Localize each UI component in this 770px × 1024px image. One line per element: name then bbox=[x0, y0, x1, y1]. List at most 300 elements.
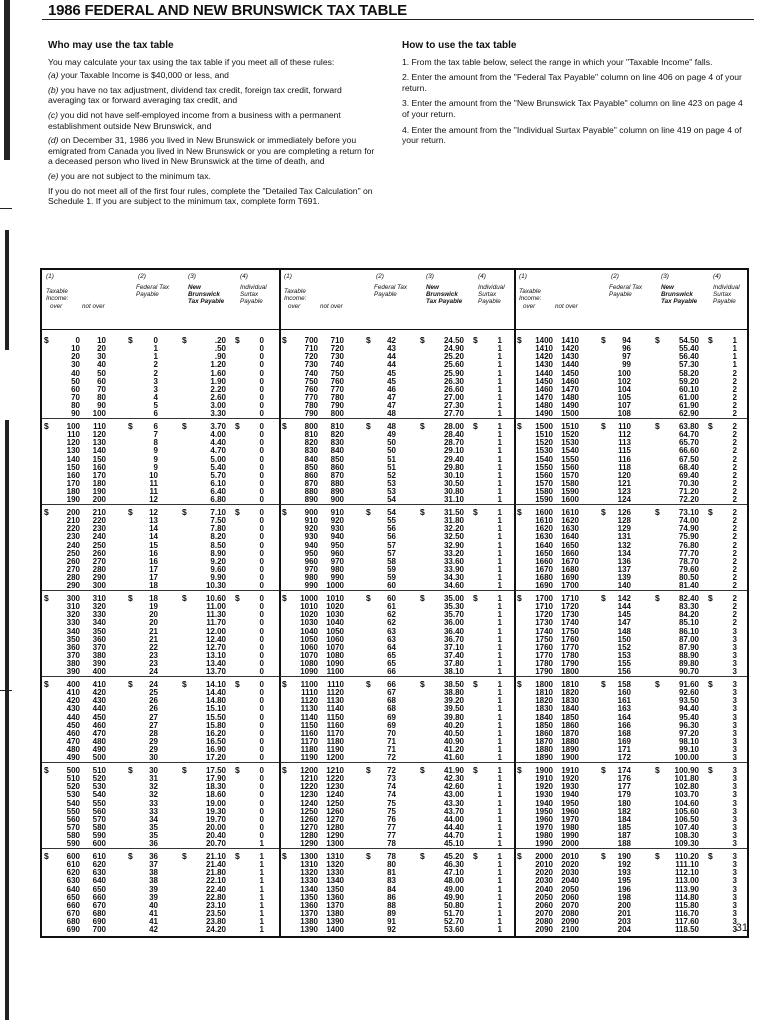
federal-tax: 8 bbox=[153, 438, 158, 448]
group-separator bbox=[42, 590, 280, 591]
federal-tax: 58 bbox=[387, 556, 396, 566]
surtax: 2 bbox=[732, 438, 737, 448]
federal-tax: 71 bbox=[387, 737, 396, 747]
table-header bbox=[515, 270, 747, 330]
surtax: 3 bbox=[732, 839, 737, 849]
range-over: 210 bbox=[66, 516, 80, 526]
nb-tax: 102.80 bbox=[674, 782, 699, 792]
range-not-over: 400 bbox=[92, 667, 106, 677]
nb-tax: 25.20 bbox=[443, 352, 464, 362]
table-group bbox=[42, 851, 280, 935]
range-over: 980 bbox=[304, 573, 318, 583]
range-over: 190 bbox=[66, 495, 80, 505]
range-over: 1420 bbox=[535, 352, 553, 362]
surtax: 1 bbox=[497, 573, 502, 583]
range-over: 260 bbox=[66, 556, 80, 566]
range-over: 310 bbox=[66, 602, 80, 612]
federal-tax: 128 bbox=[617, 516, 631, 526]
federal-tax: 36 bbox=[149, 839, 158, 849]
nb-tax: 38.80 bbox=[443, 688, 464, 698]
federal-tax: 137 bbox=[617, 565, 631, 575]
surtax: 0 bbox=[259, 540, 264, 550]
range-over: 1950 bbox=[535, 806, 553, 816]
range-not-over: 720 bbox=[330, 344, 344, 354]
federal-tax: 66 bbox=[387, 667, 396, 677]
margin-mark bbox=[0, 690, 12, 691]
surtax: 1 bbox=[497, 401, 502, 411]
nb-tax: 27.30 bbox=[443, 401, 464, 411]
federal-tax: 50 bbox=[387, 438, 396, 448]
federal-tax: 53 bbox=[387, 479, 396, 489]
range-not-over: 1710 bbox=[561, 594, 579, 603]
surtax: 1 bbox=[497, 556, 502, 566]
dollar-sign: $ bbox=[235, 507, 240, 517]
range-over: 1990 bbox=[535, 839, 553, 849]
surtax: 3 bbox=[732, 696, 737, 706]
surtax: 0 bbox=[259, 524, 264, 534]
nb-tax: 23.80 bbox=[205, 917, 226, 927]
federal-tax: 9 bbox=[153, 454, 158, 464]
federal-tax: 32 bbox=[149, 790, 158, 800]
range-over: 1220 bbox=[300, 782, 318, 792]
nb-tax: 7.10 bbox=[210, 508, 226, 517]
nb-tax: 28.40 bbox=[443, 430, 464, 440]
nb-tax: 79.60 bbox=[678, 565, 699, 575]
dollar-sign: $ bbox=[44, 851, 49, 861]
nb-tax: 87.90 bbox=[678, 642, 699, 652]
range-not-over: 1370 bbox=[326, 900, 344, 910]
surtax: 0 bbox=[259, 642, 264, 652]
range-not-over: 1380 bbox=[326, 909, 344, 919]
surtax: 1 bbox=[497, 651, 502, 661]
range-not-over: 600 bbox=[92, 839, 106, 849]
range-not-over: 530 bbox=[92, 782, 106, 792]
range-not-over: 1300 bbox=[326, 839, 344, 849]
nb-tax: 51.70 bbox=[443, 909, 464, 919]
dollar-sign: $ bbox=[182, 765, 187, 775]
range-not-over: 1980 bbox=[561, 823, 579, 833]
surtax: 3 bbox=[732, 704, 737, 714]
surtax: 1 bbox=[497, 728, 502, 738]
range-not-over: 660 bbox=[92, 892, 106, 902]
surtax: 0 bbox=[259, 581, 264, 591]
how-step: 1. From the tax table below, select the range in which your "Taxable Income" falls. bbox=[402, 56, 713, 67]
nb-tax: 31.50 bbox=[443, 508, 464, 517]
surtax: 0 bbox=[259, 548, 264, 558]
range-not-over: 120 bbox=[92, 430, 106, 440]
range-not-over: 180 bbox=[92, 479, 106, 489]
federal-tax: 190 bbox=[617, 852, 631, 861]
nb-tax: 28.00 bbox=[443, 422, 464, 431]
range-not-over: 1530 bbox=[561, 438, 579, 448]
range-not-over: 740 bbox=[330, 360, 344, 370]
range-not-over: 1270 bbox=[326, 814, 344, 824]
surtax: 1 bbox=[497, 344, 502, 354]
federal-tax: 24 bbox=[149, 680, 158, 689]
nb-tax: 19.00 bbox=[205, 798, 226, 808]
federal-tax: 52 bbox=[387, 470, 396, 480]
range-over: 1520 bbox=[535, 438, 553, 448]
range-over: 40 bbox=[71, 368, 80, 378]
dollar-sign: $ bbox=[473, 335, 478, 345]
surtax: 3 bbox=[732, 868, 737, 878]
nb-tax: 100.90 bbox=[674, 766, 699, 775]
group-separator bbox=[515, 418, 747, 419]
range-not-over: 1280 bbox=[326, 823, 344, 833]
how-heading: How to use the tax table bbox=[402, 40, 517, 51]
range-over: 1190 bbox=[300, 753, 318, 763]
federal-tax: 19 bbox=[149, 602, 158, 612]
dollar-sign: $ bbox=[473, 851, 478, 861]
range-over: 290 bbox=[66, 581, 80, 591]
range-over: 1340 bbox=[300, 884, 318, 894]
range-not-over: 1160 bbox=[326, 720, 344, 730]
range-not-over: 1080 bbox=[326, 651, 344, 661]
range-not-over: 380 bbox=[92, 651, 106, 661]
surtax: 0 bbox=[259, 487, 264, 497]
surtax: 0 bbox=[259, 495, 264, 505]
dollar-sign: $ bbox=[235, 335, 240, 345]
rule-item bbox=[48, 85, 378, 106]
surtax: 0 bbox=[259, 565, 264, 575]
range-not-over: 20 bbox=[97, 344, 106, 354]
range-over: 410 bbox=[66, 688, 80, 698]
surtax: 3 bbox=[732, 659, 737, 669]
range-over: 150 bbox=[66, 462, 80, 472]
nb-tax: 46.30 bbox=[443, 860, 464, 870]
nb-tax-label: New Brunswick Tax Payable bbox=[426, 284, 463, 305]
federal-tax: 112 bbox=[618, 430, 631, 440]
rule-item bbox=[48, 70, 378, 81]
federal-tax: 38 bbox=[149, 876, 158, 886]
nb-tax: 50.80 bbox=[443, 900, 464, 910]
federal-tax: 148 bbox=[617, 626, 631, 636]
range-not-over: 360 bbox=[92, 634, 106, 644]
federal-tax: 68 bbox=[387, 696, 396, 706]
federal-tax: 102 bbox=[617, 376, 631, 386]
nb-tax: 41.90 bbox=[443, 766, 464, 775]
range-not-over: 1340 bbox=[326, 876, 344, 886]
federal-tax: 176 bbox=[617, 774, 631, 784]
col2-number: (2) bbox=[376, 273, 384, 280]
range-not-over: 2060 bbox=[561, 892, 579, 902]
dollar-sign: $ bbox=[601, 421, 606, 431]
surtax: 1 bbox=[497, 766, 502, 775]
nb-tax: 61.00 bbox=[678, 393, 699, 403]
range-not-over: 1000 bbox=[326, 581, 344, 591]
federal-tax: 144 bbox=[617, 602, 631, 612]
range-not-over: 580 bbox=[92, 823, 106, 833]
federal-tax: 23 bbox=[149, 651, 158, 661]
range-over: 1870 bbox=[535, 737, 553, 747]
surtax: 1 bbox=[497, 422, 502, 431]
federal-tax: 4 bbox=[153, 393, 158, 403]
range-not-over: 1050 bbox=[326, 626, 344, 636]
federal-tax: 78 bbox=[387, 852, 396, 861]
federal-tax: 174 bbox=[617, 766, 631, 775]
nb-tax: 40.90 bbox=[443, 737, 464, 747]
dollar-sign: $ bbox=[420, 765, 425, 775]
federal-tax: 35 bbox=[149, 831, 158, 841]
range-not-over: 80 bbox=[97, 393, 106, 403]
surtax: 2 bbox=[732, 446, 737, 456]
rule-marker: (d) bbox=[48, 135, 59, 146]
federal-tax: 9 bbox=[153, 462, 158, 472]
range-over: 320 bbox=[66, 610, 80, 620]
federal-tax: 50 bbox=[387, 446, 396, 456]
nb-tax: 27.00 bbox=[443, 393, 464, 403]
surtax: 1 bbox=[497, 782, 502, 792]
range-over: 60 bbox=[71, 384, 80, 394]
nb-tax: 87.00 bbox=[678, 634, 699, 644]
nb-tax: 53.60 bbox=[443, 925, 464, 935]
federal-tax: 54 bbox=[387, 508, 396, 517]
range-over: 400 bbox=[66, 680, 80, 689]
range-over: 1180 bbox=[300, 745, 318, 755]
range-not-over: 860 bbox=[330, 462, 344, 472]
nb-tax: 40.20 bbox=[443, 720, 464, 730]
nb-tax: 45.10 bbox=[443, 839, 464, 849]
how-step: 3. Enter the amount from the "New Brunswick Tax Payable" column on line 423 on page 4 of your return. bbox=[402, 98, 743, 119]
range-not-over: 210 bbox=[92, 508, 106, 517]
range-over: 1330 bbox=[300, 876, 318, 886]
range-over: 890 bbox=[304, 495, 318, 505]
range-not-over: 150 bbox=[92, 454, 106, 464]
range-not-over: 1100 bbox=[326, 667, 344, 677]
surtax: 0 bbox=[259, 798, 264, 808]
range-over: 920 bbox=[304, 524, 318, 534]
surtax: 1 bbox=[497, 376, 502, 386]
federal-tax: 96 bbox=[622, 344, 631, 354]
col3-number: (3) bbox=[661, 273, 669, 280]
range-over: 1110 bbox=[301, 688, 318, 698]
range-over: 2010 bbox=[535, 860, 553, 870]
nb-tax: 33.20 bbox=[443, 548, 464, 558]
surtax: 1 bbox=[497, 868, 502, 878]
range-over: 830 bbox=[304, 446, 318, 456]
nb-tax: 113.90 bbox=[674, 884, 699, 894]
range-not-over: 810 bbox=[330, 422, 344, 431]
surtax: 1 bbox=[497, 581, 502, 591]
range-over: 1380 bbox=[300, 917, 318, 927]
range-over: 1690 bbox=[535, 581, 553, 591]
dollar-sign: $ bbox=[366, 851, 371, 861]
dollar-sign: $ bbox=[517, 507, 522, 517]
range-not-over: 2010 bbox=[561, 852, 579, 861]
federal-tax: 169 bbox=[617, 737, 631, 747]
range-over: 430 bbox=[66, 704, 80, 714]
nb-tax: 47.10 bbox=[443, 868, 464, 878]
federal-tax: 56 bbox=[387, 524, 396, 534]
range-not-over: 2000 bbox=[561, 839, 579, 849]
surtax: 1 bbox=[497, 814, 502, 824]
surtax: 1 bbox=[497, 508, 502, 517]
range-not-over: 1820 bbox=[561, 688, 579, 698]
taxable-income-label: Taxable Income: bbox=[284, 288, 307, 302]
federal-tax: 21 bbox=[149, 634, 158, 644]
nb-tax: 19.70 bbox=[205, 814, 226, 824]
range-over: 460 bbox=[66, 728, 80, 738]
range-not-over: 900 bbox=[330, 495, 344, 505]
federal-tax: 14 bbox=[149, 532, 158, 542]
range-not-over: 960 bbox=[330, 548, 344, 558]
range-over: 1170 bbox=[300, 737, 318, 747]
nb-tax: 74.90 bbox=[678, 524, 699, 534]
range-over: 2000 bbox=[535, 852, 553, 861]
range-over: 2050 bbox=[535, 892, 553, 902]
surtax: 3 bbox=[732, 667, 737, 677]
surtax: 1 bbox=[259, 909, 264, 919]
range-not-over: 160 bbox=[92, 462, 106, 472]
federal-tax: 57 bbox=[387, 548, 396, 558]
surtax: 1 bbox=[732, 336, 737, 345]
federal-tax: 140 bbox=[617, 581, 631, 591]
range-over: 790 bbox=[304, 409, 318, 419]
surtax: 1 bbox=[497, 594, 502, 603]
surtax: 0 bbox=[259, 823, 264, 833]
dollar-sign: $ bbox=[282, 593, 287, 603]
federal-tax: 41 bbox=[149, 909, 158, 919]
range-not-over: 10 bbox=[97, 336, 106, 345]
surtax: 1 bbox=[732, 352, 737, 362]
margin-mark bbox=[0, 208, 12, 209]
federal-tax: 18 bbox=[149, 594, 158, 603]
nb-tax: 9.20 bbox=[210, 556, 226, 566]
surtax: 2 bbox=[732, 565, 737, 575]
federal-tax: 83 bbox=[387, 876, 396, 886]
range-not-over: 560 bbox=[92, 806, 106, 816]
range-not-over: 140 bbox=[92, 446, 106, 456]
range-over: 240 bbox=[66, 540, 80, 550]
nb-tax: 96.30 bbox=[678, 720, 699, 730]
federal-tax: 49 bbox=[387, 430, 396, 440]
table-group bbox=[280, 679, 515, 763]
nb-tax: 20.70 bbox=[205, 839, 226, 849]
range-not-over: 390 bbox=[92, 659, 106, 669]
surtax: 1 bbox=[497, 892, 502, 902]
range-not-over: 1360 bbox=[326, 892, 344, 902]
surtax: 0 bbox=[259, 393, 264, 403]
range-not-over: 950 bbox=[330, 540, 344, 550]
dollar-sign: $ bbox=[235, 765, 240, 775]
range-not-over: 70 bbox=[97, 384, 106, 394]
range-not-over: 1840 bbox=[561, 704, 579, 714]
range-over: 420 bbox=[66, 696, 80, 706]
range-not-over: 1900 bbox=[561, 753, 579, 763]
surtax-label: Individual Surtax Payable bbox=[240, 284, 267, 305]
range-not-over: 1540 bbox=[561, 446, 579, 456]
range-over: 1700 bbox=[535, 594, 553, 603]
surtax: 0 bbox=[259, 336, 264, 345]
surtax: 0 bbox=[259, 782, 264, 792]
surtax: 0 bbox=[259, 696, 264, 706]
nb-tax: 36.40 bbox=[443, 626, 464, 636]
range-not-over: 680 bbox=[92, 909, 106, 919]
table-group bbox=[280, 851, 515, 935]
range-not-over: 980 bbox=[330, 565, 344, 575]
range-not-over: 110 bbox=[93, 422, 106, 431]
nb-tax: 100.00 bbox=[674, 753, 699, 763]
nb-tax: 70.30 bbox=[678, 479, 699, 489]
table-group bbox=[280, 335, 515, 419]
range-over: 1650 bbox=[535, 548, 553, 558]
dollar-sign: $ bbox=[655, 765, 660, 775]
surtax: 0 bbox=[259, 680, 264, 689]
surtax: 0 bbox=[259, 454, 264, 464]
surtax: 1 bbox=[497, 368, 502, 378]
dollar-sign: $ bbox=[128, 335, 133, 345]
surtax: 2 bbox=[732, 479, 737, 489]
range-over: 340 bbox=[66, 626, 80, 636]
range-not-over: 1180 bbox=[326, 737, 344, 747]
surtax: 1 bbox=[259, 925, 264, 935]
dollar-sign: $ bbox=[420, 851, 425, 861]
nb-tax: 16.50 bbox=[205, 737, 226, 747]
nb-tax: 35.30 bbox=[443, 602, 464, 612]
group-separator bbox=[280, 418, 515, 419]
range-over: 1530 bbox=[535, 446, 553, 456]
nb-tax: 45.20 bbox=[443, 852, 464, 861]
range-over: 850 bbox=[304, 462, 318, 472]
surtax: 1 bbox=[497, 454, 502, 464]
federal-tax: 51 bbox=[387, 462, 396, 472]
col4-number: (4) bbox=[478, 273, 486, 280]
nb-tax: 42.30 bbox=[443, 774, 464, 784]
surtax: 1 bbox=[259, 884, 264, 894]
nb-tax: 105.60 bbox=[674, 806, 699, 816]
range-not-over: 280 bbox=[92, 565, 106, 575]
col1-number: (1) bbox=[46, 273, 54, 280]
surtax: 1 bbox=[497, 487, 502, 497]
group-separator bbox=[42, 848, 280, 849]
table-header bbox=[42, 270, 280, 330]
range-not-over: 1740 bbox=[561, 618, 579, 628]
range-over: 1730 bbox=[535, 618, 553, 628]
nb-tax: 71.20 bbox=[678, 487, 699, 497]
range-not-over: 30 bbox=[97, 352, 106, 362]
nb-tax: 111.10 bbox=[675, 860, 699, 870]
surtax: 1 bbox=[497, 532, 502, 542]
surtax: 3 bbox=[732, 753, 737, 763]
federal-tax: 156 bbox=[617, 667, 631, 677]
surtax: 2 bbox=[732, 384, 737, 394]
federal-tax: 110 bbox=[618, 422, 631, 431]
nb-tax: 32.20 bbox=[443, 524, 464, 534]
range-over: 180 bbox=[66, 487, 80, 497]
surtax: 0 bbox=[259, 462, 264, 472]
range-over: 70 bbox=[71, 393, 80, 403]
nb-tax: 59.20 bbox=[678, 376, 699, 386]
federal-tax: 203 bbox=[617, 917, 631, 927]
range-over: 390 bbox=[66, 667, 80, 677]
range-over: 1070 bbox=[300, 651, 318, 661]
range-not-over: 370 bbox=[92, 642, 106, 652]
nb-tax: 64.70 bbox=[678, 430, 699, 440]
nb-tax: 88.90 bbox=[678, 651, 699, 661]
nb-tax: 5.70 bbox=[210, 470, 226, 480]
range-not-over: 1950 bbox=[561, 798, 579, 808]
range-over: 20 bbox=[71, 352, 80, 362]
federal-tax: 16 bbox=[149, 548, 158, 558]
surtax: 1 bbox=[497, 798, 502, 808]
federal-tax: 48 bbox=[387, 409, 396, 419]
range-over: 760 bbox=[304, 384, 318, 394]
surtax: 2 bbox=[732, 556, 737, 566]
dollar-sign: $ bbox=[517, 335, 522, 345]
nb-tax: 4.40 bbox=[210, 438, 226, 448]
range-over: 440 bbox=[66, 712, 80, 722]
dollar-sign: $ bbox=[44, 421, 49, 431]
